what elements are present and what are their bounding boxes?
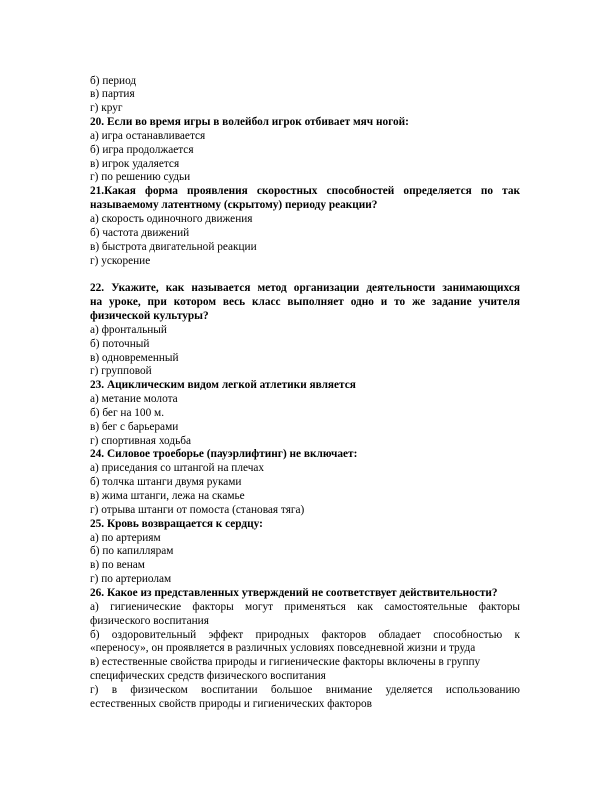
answer-option-line: б) оздоровительный эффект природных факторов обладает способностью к	[90, 628, 520, 641]
question-line: 24. Силовое троеборье (пауэрлифтинг) не включает:	[90, 448, 358, 461]
answer-option-line: б) игра продолжается	[90, 143, 194, 156]
question-line: 25. Кровь возвращается к сердцу:	[90, 517, 263, 530]
question-line: 20. Если во время игры в волейбол игрок отбивает мяч ногой:	[90, 116, 409, 129]
answer-option-line: а) гигиенические факторы могут применяться как самостоятельные факторы	[90, 600, 520, 613]
answer-option-line: г) по артериолам	[90, 573, 172, 586]
answer-option-line: б) толчка штанги двумя руками	[90, 476, 242, 489]
answer-option-line: б) по капиллярам	[90, 545, 174, 558]
answer-option-line: в) жима штанги, лежа на скамье	[90, 490, 245, 502]
answer-option-line: в) по венам	[90, 559, 145, 572]
question-line: 22. Укажите, как называется метод организации деятельности занимающихся	[90, 282, 520, 295]
answer-option-line: г) ускорение	[90, 254, 151, 267]
answer-option-line: г) по решению судьи	[90, 171, 191, 184]
answer-option-line: г) отрыва штанги от помоста (становая тяга)	[90, 503, 305, 516]
answer-option-line: г) групповой	[90, 365, 152, 378]
answer-option-line: а) игра останавливается	[90, 129, 206, 142]
answer-option-line: г) в физическом воспитании большое внимание уделяется использованию	[90, 683, 520, 696]
answer-option-line: б) частота движений	[90, 226, 190, 239]
answer-option-line: в) быстрота двигательной реакции	[90, 240, 257, 253]
answer-option-line: специфических средств физического воспитания	[90, 670, 326, 683]
question-line: на уроке, при котором весь класс выполняет одно и то же задание учителя	[90, 296, 520, 309]
answer-option-line: в) одновременный	[90, 351, 179, 364]
answer-option-line: естественных свойств природы и гигиенических факторов	[90, 697, 372, 710]
answer-option-line: в) бег с барьерами	[90, 420, 179, 433]
question-line: физической культуры?	[90, 309, 209, 322]
question-line: 21.Какая форма проявления скоростных способностей определяется по так	[90, 185, 520, 198]
answer-option-line: г) круг	[90, 102, 123, 115]
answer-option-line: «переносу», он проявляется в различных условиях повседневной жизни и труда	[90, 642, 476, 655]
answer-option-line: б) поточный	[90, 337, 150, 350]
answer-option-line: в) естественные свойства природы и гигиенические факторы включены в группу	[90, 656, 481, 669]
answer-option-line: а) метание молота	[90, 393, 178, 406]
question-line: называемому латентному (скрытому) периоду реакции?	[90, 199, 378, 212]
answer-option-line: б) бег на 100 м.	[90, 406, 165, 419]
answer-option-line: б) период	[90, 74, 137, 87]
answer-option-line: а) приседания со штангой на плечах	[90, 462, 265, 475]
answer-option-line: а) по артериям	[90, 531, 161, 544]
question-line: 26. Какое из представленных утверждений не соответствует действительности?	[90, 586, 498, 599]
answer-option-line: в) партия	[90, 88, 135, 101]
question-line: 23. Ациклическим видом легкой атлетики является	[90, 379, 356, 392]
answer-option-line: а) фронтальный	[90, 323, 167, 336]
answer-option-line: г) спортивная ходьба	[90, 434, 192, 447]
answer-option-line: физического воспитания	[90, 614, 209, 627]
answer-option-line: а) скорость одиночного движения	[90, 213, 253, 225]
answer-option-line: в) игрок удаляется	[90, 157, 180, 170]
